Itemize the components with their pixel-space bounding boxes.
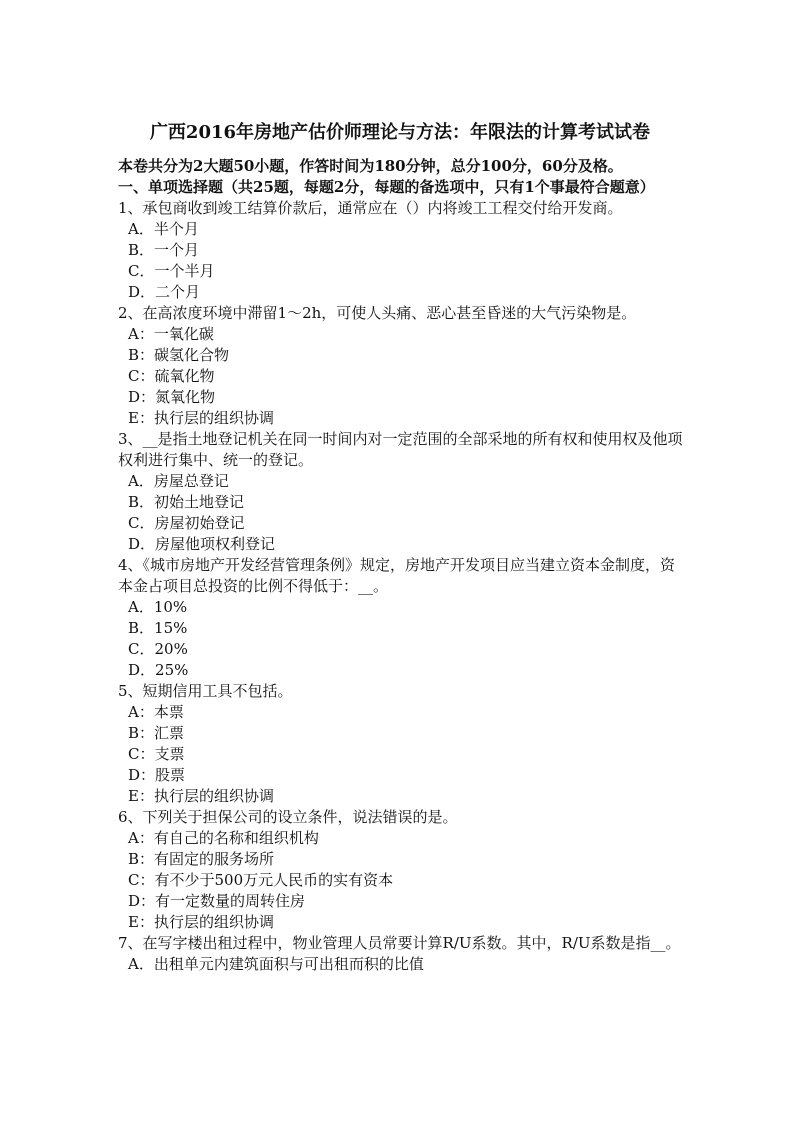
answer-option: E：执行层的组织协调 xyxy=(128,913,274,931)
question-block xyxy=(118,555,688,681)
answer-option: B．15% xyxy=(128,619,188,637)
question-block xyxy=(118,198,688,303)
question-stem: 5、短期信用工具不包括。 xyxy=(118,682,293,700)
answer-option: A．房屋总登记 xyxy=(128,472,229,490)
answer-option: A．半个月 xyxy=(128,220,199,238)
answer-option: D：氮氧化物 xyxy=(128,388,216,406)
question-block xyxy=(118,303,688,429)
answer-option: B：汇票 xyxy=(128,724,185,742)
answer-option: A：本票 xyxy=(128,703,184,721)
answer-option: C：硫氧化物 xyxy=(128,367,215,385)
question-stem: 2、在高浓度环境中滞留1～2h，可使人头痛、恶心甚至昏迷的大气污染物是。 xyxy=(118,304,637,322)
answer-option: D：股票 xyxy=(128,766,186,784)
section-heading: 一、单项选择题（共25题，每题2分，每题的备选项中，只有1个事最符合题意） xyxy=(118,178,655,196)
answer-option: E：执行层的组织协调 xyxy=(128,787,274,805)
answer-option: C．一个半月 xyxy=(128,262,215,280)
answer-option: A：有自己的名称和组织机构 xyxy=(128,829,319,847)
answer-option: C：支票 xyxy=(128,745,185,763)
answer-option: C．20% xyxy=(128,640,188,658)
question-block xyxy=(118,681,688,807)
answer-option: B．初始土地登记 xyxy=(128,493,245,511)
answer-option: D．二个月 xyxy=(128,283,201,301)
document-title: 广西2016年房地产估价师理论与方法：年限法的计算考试试卷 xyxy=(149,122,651,143)
exam-intro: 本卷共分为2大题50小题，作答时间为180分钟，总分100分，60分及格。 xyxy=(118,157,623,175)
question-block xyxy=(118,807,688,933)
answer-option: C．房屋初始登记 xyxy=(128,514,245,532)
answer-option: B：有固定的服务场所 xyxy=(128,850,275,868)
question-block xyxy=(118,429,688,555)
answer-option: B．一个月 xyxy=(128,241,200,259)
question-stem: 4、《城市房地产开发经营管理条例》规定，房地产开发项目应当建立资本金制度，资本金占项目总投资的比例不得低于：__。 xyxy=(118,556,676,595)
answer-option: D．房屋他项权利登记 xyxy=(128,535,276,553)
answer-option: C：有不少于500万元人民币的实有资本 xyxy=(128,871,394,889)
answer-option: E：执行层的组织协调 xyxy=(128,409,274,427)
answer-option: D：有一定数量的周转住房 xyxy=(128,892,306,910)
question-stem: 3、__是指土地登记机关在同一时间内对一定范围的全部采地的所有权和使用权及他项权利进行集中、统一的登记。 xyxy=(118,430,683,469)
question-stem: 7、在写字楼出租过程中，物业管理人员常要计算R/U系数。其中，R/U系数是指__。 xyxy=(118,934,681,952)
document-body xyxy=(118,156,688,975)
answer-option: A：一氧化碳 xyxy=(128,325,214,343)
question-stem: 6、下列关于担保公司的设立条件，说法错误的是。 xyxy=(118,808,458,826)
question-stem: 1、承包商收到竣工结算价款后，通常应在（）内将竣工工程交付给开发商。 xyxy=(118,199,623,217)
answer-option: A．出租单元内建筑面积与可出租而积的比值 xyxy=(128,955,424,973)
question-block xyxy=(118,933,688,975)
answer-option: A．10% xyxy=(128,598,188,616)
answer-option: D．25% xyxy=(128,661,189,679)
answer-option: B：碳氢化合物 xyxy=(128,346,230,364)
